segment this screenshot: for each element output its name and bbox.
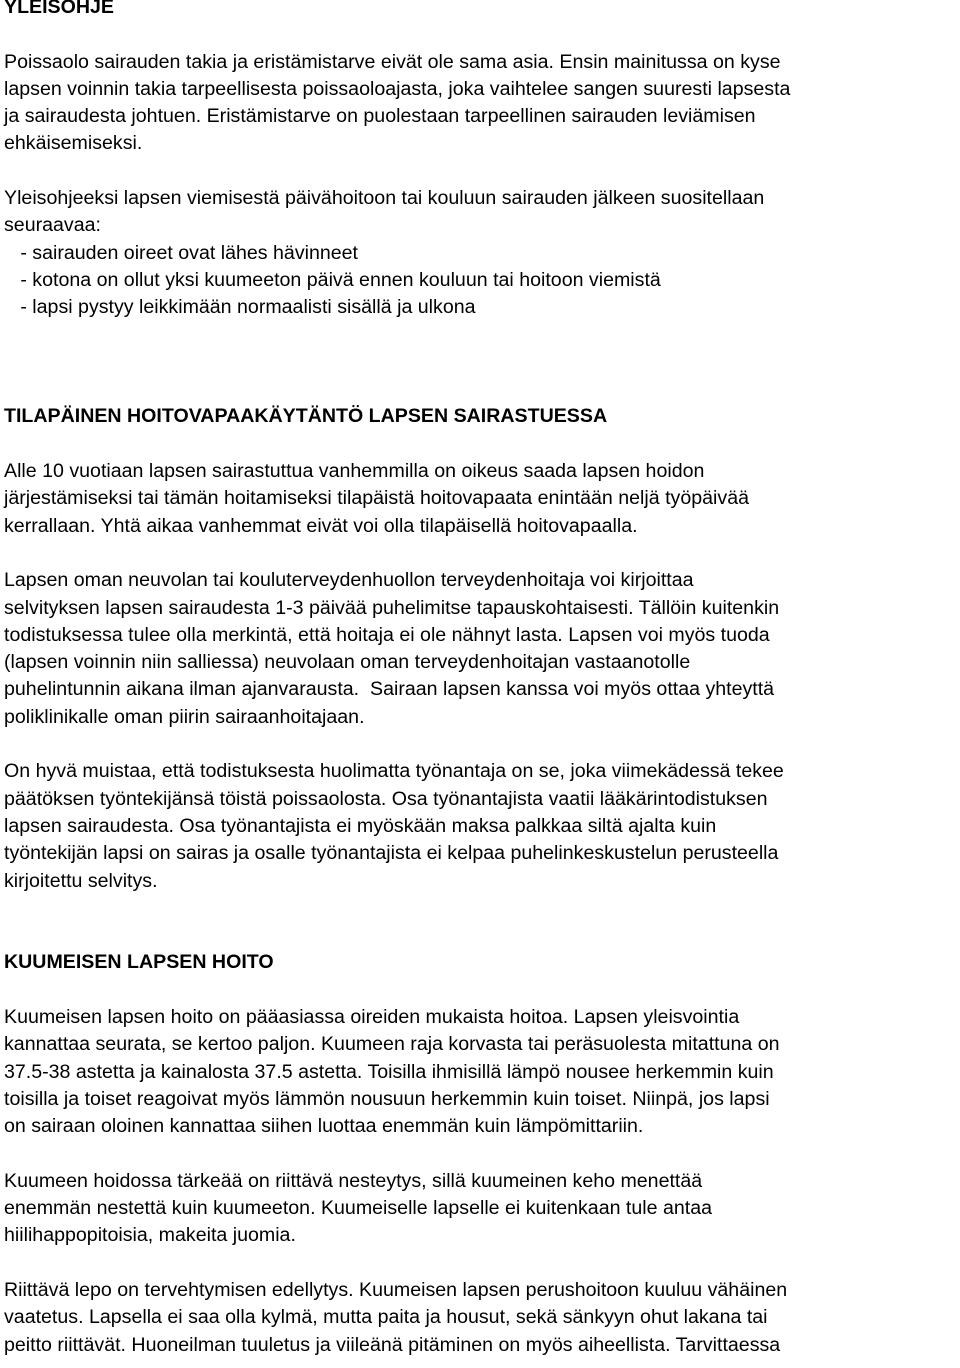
text-line: on sairaan oloinen kannattaa siihen luottaa enemmän kuin lämpömittariin. (4, 1115, 644, 1138)
text-line: järjestämiseksi tai tämän hoitamiseksi tilapäistä hoitovapaata enintään neljä työpäivää (4, 487, 749, 510)
document-page (4, 0, 956, 1359)
text-line: kerrallaan. Yhtä aikaa vanhemmat eivät voi olla tilapäisellä hoitovapaalla. (4, 514, 638, 537)
text-line: vaatetus. Lapsella ei saa olla kylmä, mutta paita ja housut, sekä sänkyyn ohut lakana tai (4, 1306, 768, 1329)
text-line: hiilihappopitoisia, makeita juomia. (4, 1224, 296, 1247)
paragraph-yleisohjeeksi (4, 185, 956, 321)
list-item: - kotona on ollut yksi kuumeeton päivä ennen kouluun tai hoitoon viemistä (4, 268, 661, 291)
text-line: On hyvä muistaa, että todistuksesta huolimatta työnantaja on se, joka viimekädessä tekee (4, 760, 784, 783)
paragraph-nesteytys (4, 1168, 956, 1250)
text-line: Yleisohjeeksi lapsen viemisestä päivähoitoon tai kouluun sairauden jälkeen suositellaan (4, 187, 765, 210)
paragraph-tyonantaja (4, 758, 956, 894)
paragraph-alle-10 (4, 458, 956, 540)
text-line: Alle 10 vuotiaan lapsen sairastuttua vanhemmilla on oikeus saada lapsen hoidon (4, 460, 705, 483)
text-line: kannattaa seurata, se kertoo paljon. Kuumeen raja korvasta tai peräsuolesta mitattuna on (4, 1033, 780, 1056)
text-line: todistuksessa tulee olla merkintä, että hoitaja ei ole nähnyt lasta. Lapsen voi myös tuoda (4, 623, 770, 646)
text-line: kirjoitettu selvitys. (4, 869, 158, 892)
list-item: - sairauden oireet ovat lähes hävinneet (4, 241, 358, 264)
paragraph-neuvola (4, 567, 956, 731)
heading-kuumeinen: KUUMEISEN LAPSEN HOITO (4, 951, 274, 974)
text-line: 37.5-38 astetta ja kainalosta 37.5 astetta. Toisilla ihmisillä lämpö nousee herkemmin kuin (4, 1060, 774, 1083)
paragraph-kuumeinen-hoito (4, 1004, 956, 1140)
text-line: puhelintunnin aikana ilman ajanvarausta. Sairaan lapsen kanssa voi myös ottaa yhteyttä (4, 678, 775, 701)
list-item: - lapsi pystyy leikkimään normaalisti sisällä ja ulkona (4, 296, 476, 319)
text-line: enemmän nestettä kuin kuumeeton. Kuumeiselle lapselle ei kuitenkaan tule antaa (4, 1197, 712, 1220)
text-line: Riittävä lepo on tervehtymisen edellytys. Kuumeisen lapsen perushoitoon kuuluu vähäinen (4, 1278, 788, 1301)
text-line: lapsen sairaudesta. Osa työnantajista ei myöskään maksa palkkaa siltä ajalta kuin (4, 814, 717, 837)
text-line: toisilla ja toiset reagoivat myös lämmön nousuun herkemmin kuin toiset. Niinpä, jos lapsi (4, 1087, 770, 1110)
text-line: poliklinikalle oman piirin sairaanhoitajaan. (4, 705, 365, 728)
text-line: peitto riittävät. Huoneilman tuuletus ja viileänä pitäminen on myös aiheellista. Tarvittaessa (4, 1333, 781, 1356)
text-line: seuraavaa: (4, 214, 101, 237)
text-line: ehkäisemiseksi. (4, 132, 143, 155)
paragraph-poissaolo (4, 49, 956, 158)
heading-hoitovapaa: TILAPÄINEN HOITOVAPAAKÄYTÄNTÖ LAPSEN SAIRASTUESSA (4, 405, 608, 428)
text-line: ja sairaudesta johtuen. Eristämistarve on puolestaan tarpeellinen sairauden leviämisen (4, 105, 756, 128)
text-line: Kuumeisen lapsen hoito on pääasiassa oireiden mukaista hoitoa. Lapsen yleisvointia (4, 1005, 740, 1028)
text-line: selvityksen lapsen sairaudesta 1-3 päivää puhelimitse tapauskohtaisesti. Tällöin kuitenkin (4, 596, 780, 619)
text-line: Poissaolo sairauden takia ja eristämistarve eivät ole sama asia. Ensin mainitussa on kyse (4, 50, 781, 73)
text-line: työntekijän lapsi on sairas ja osalle työnantajista ei kelpaa puhelinkeskustelun perusteella (4, 842, 779, 865)
heading-yleisohje: YLEISOHJE (4, 0, 114, 18)
text-line: Kuumeen hoidossa tärkeää on riittävä nesteytys, sillä kuumeinen keho menettää (4, 1169, 703, 1192)
text-line: lapsen voinnin takia tarpeellisesta poissaoloajasta, joka vaihtelee sangen suuresti lapsesta (4, 77, 791, 100)
text-line: Lapsen oman neuvolan tai kouluterveydenhuollon terveydenhoitaja voi kirjoittaa (4, 569, 694, 592)
text-line: päätöksen työntekijänsä töistä poissaolosta. Osa työnantajista vaatii lääkärintodistuksen (4, 787, 768, 810)
text-line: (lapsen voinnin niin salliessa) neuvolaan oman terveydenhoitajan vastaanotolle (4, 651, 691, 674)
paragraph-lepo (4, 1277, 956, 1359)
